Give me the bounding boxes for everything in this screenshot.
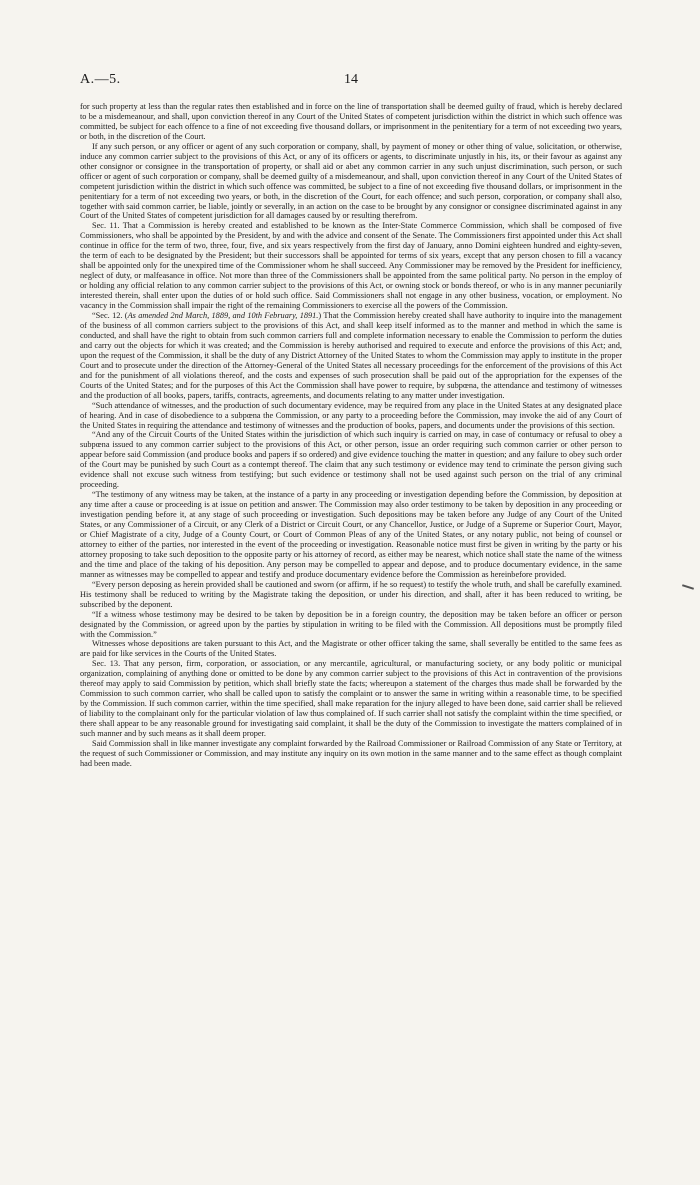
paragraph: [80, 221, 622, 311]
paragraph: [80, 430, 622, 490]
paragraph: [80, 639, 622, 659]
paragraph: [80, 659, 622, 739]
page-number: 14: [344, 72, 358, 87]
paragraph-text: ) That the Commission hereby created shall have authority to inquire into the management of the business of all common carriers subject to the provisions of this Act, and shall keep itself informed as to the manner and method in which the same is conducted, and shall have the right to obtain from such common carriers full and complete information necessary to enable the Commission to perform the duties and carry out the objects for which it was created; and the Commission is hereby authorised and required to execute and enforce the provisions of this Act; and, upon the request of the Commission, it shall be the duty of any District Attorney of the United States to whom the Commission may apply to institute in the proper Court and to prosecute under the direction of the Attorney-General of the United States all necessary proceedings for the enforcement of the provisions of this Act and for the punishment of all violations thereof, and the costs and expenses of such prosecution shall be paid out of the appropriation for the expenses of the Courts of the United States; and for the purposes of this Act the Commission shall have power to require, by subpœna, the attendance and testimony of witnesses and the production of all books, papers, tariffs, contracts, agreements, and documents relating to any matter under investigation.: [80, 311, 622, 400]
paragraph: [80, 401, 622, 431]
paragraph-text: Sec. 13. That any person, firm, corporation, or association, or any mercantile, agricultural, or manufacturing society, or any body politic or municipal organization, complaining of anything done or omitted to be done by any common carrier subject to the provisions of this Act in contravention of the provisions thereof may apply to said Commission by petition, which shall briefly state the facts; whereupon a statement of the charges thus made shall be forwarded by the Commission to such common carrier, who shall be called upon to satisfy the complaint or to answer the same in writing within a reasonable time, to be specified by the Commission. If such common carrier, within the time specified, shall make reparation for the injury alleged to have been done, said carrier shall be relieved of liability to the complainant only for the particular violation of law thus complained of. If such carrier shall not satisfy the complaint within the time specified, or there shall appear to be any reasonable ground for investigating said complaint, it shall be the duty of the Commission to investigate the matters complained of in such manner and by such means as it shall deem proper.: [80, 659, 622, 739]
margin-mark: [682, 584, 694, 590]
paragraph-text: “Such attendance of witnesses, and the production of such documentary evidence, may be required from any place in the United States at any designated place of hearing. And in case of disobedience to a subpœna the Commission, or any party to a proceeding before the Commission, may invoke the aid of any Court of the United States in requiring the attendance and testimony of witnesses and the production of books, papers, and documents under the provisions of this section.: [80, 400, 622, 430]
paragraph-text: “Every person deposing as herein provided shall be cautioned and sworn (or affirm, if he so request) to testify the whole truth, and shall be carefully examined. His testimony shall be reduced to writing by the Magistrate taking the deposition, or under his direction, and shall, after it has been reduced to writing, be subscribed by the deponent.: [80, 579, 622, 609]
paragraph: [80, 311, 622, 401]
paragraph-text: Witnesses whose depositions are taken pursuant to this Act, and the Magistrate or other officer taking the same, shall severally be entitled to the same fees as are paid for like services in the Courts of the United States.: [80, 639, 622, 659]
paragraph-text: If any such person, or any officer or agent of any such corporation or company, shall, by payment of money or other thing of value, solicitation, or otherwise, induce any common carrier subject to the provisions of this Act, or any of its officers or agents, to discriminate unjustly in his, its, or their favour as against any other consignor or consignee in the transportation of property, or shall aid or abet any common carrier in any such unjust discrimination, such person, or such officer or agent of such corporation or company, shall be deemed guilty of a misdemeanour, and shall, upon conviction thereof in any Court of the United States of competent jurisdiction within the district in which such offence was committed, be subject to a fine of not exceeding five thousand dollars, or imprisonment in the penitentiary for a term of not exceeding two years, or both, in the discretion of the Court, for each offence; and such person, corporation, or company shall also, together with said common carrier, be liable, jointly or severally, in an action on the case to be brought by any consignor or consignee discriminated against in any Court of the United States of competent jurisdiction for all damages caused by or resulting therefrom.: [80, 141, 622, 221]
paragraph-text: Sec. 11. That a Commission is hereby created and established to be known as the Inter-State Commerce Commission, which shall be composed of five Commissioners, who shall be appointed by the President, by and with the advice and consent of the Senate. The Commissioners first appointed under this Act shall continue in office for the term of two, three, four, five, and six years respectively from the first day of January, anno Domini eighteen hundred and eighty-seven, the term of each to be designated by the President; but their successors shall be appointed for terms of six years, except that any person chosen to fill a vacancy shall be appointed only for the unexpired time of the Commissioner whom he shall succeed. Any Commissioner may be removed by the President for inefficiency, neglect of duty, or malfeasance in office. Not more than three of the Commissioners shall be appointed from the same political party. No person in the employ of or holding any official relation to any common carrier subject to the provisions of this Act, or owning stock or bonds thereof, or who is in any manner pecuniarily interested therein, shall enter upon the duties of or hold such office. Said Commissioners shall not engage in any other business, vocation, or employment. No vacancy in the Commission shall impair the right of the remaining Commissioners to exercise all the powers of the Commission.: [80, 221, 622, 311]
paragraph-text: for such property at less than the regular rates then established and in force on the line of transportation shall be deemed guilty of fraud, which is hereby declared to be a misdemeanour, and shall, upon conviction thereof in any Court of the United States of competent jurisdiction within the district in which such offence was committed, be subject for each offence to a fine of not exceeding five thousand dollars, or imprisonment in the penitentiary for a term of not exceeding two years, or both, in the discretion of the Court.: [80, 102, 622, 141]
paragraph-text: “If a witness whose testimony may be desired to be taken by deposition be in a foreign country, the deposition may be taken before an officer or person designated by the Commission, or agreed upon by the parties by stipulation in writing to be filed with the Commission. All depositions must be promptly filed with the Commission.”: [80, 609, 622, 639]
paragraph-text: “And any of the Circuit Courts of the United States within the jurisdiction of which such inquiry is carried on may, in case of contumacy or refusal to obey a subpœna issued to any common carrier subject to the provisions of this Act, or other person, issue an order requiring such common carrier or other person to appear before said Commission (and produce books and papers if so ordered) and give evidence touching the matter in question; and any failure to obey such order of the Court may be punished by such Court as a contempt thereof. The claim that any such testimony or evidence may tend to criminate the person giving such evidence shall not excuse such witness from testifying; but such evidence or testimony shall not be used against such person on the trial of any criminal proceeding.: [80, 430, 622, 490]
paragraph: [80, 142, 622, 222]
amendment-note: As amended 2nd March, 1889, and 10th February, 1891.: [127, 311, 319, 321]
paragraph: [80, 102, 622, 142]
paragraph: [80, 739, 622, 769]
paragraph: [80, 610, 622, 640]
paragraph-text: Said Commission shall in like manner investigate any complaint forwarded by the Railroad Commissioner or Railroad Commission of any State or Territory, at the request of such Commissioner or Commission, and may institute any inquiry on its own motion in the same manner and to the same effect as though complaint had been made.: [80, 739, 622, 768]
paragraph-text: “The testimony of any witness may be taken, at the instance of a party in any proceeding or investigation depending before the Commission, by deposition at any time after a cause or proceeding is at issue on petition and answer. The Commission may also order testimony to be taken by deposition in any proceeding or investigation pending before it, at any stage of such proceeding or investigation. Such depositions may be taken before any Judge of any Court of the United States, or any Commissioner of a Circuit, or any Clerk of a District or Circuit Court, or any Chancellor, Justice, or Judge of a Supreme or Superior Court, Mayor, or Chief Magistrate of a city, Judge of a County Court, or Court of Common Pleas of any of the United States, or any notary public, not being of counsel or attorney to either of the parties, nor interested in the event of the proceeding or investigation. Reasonable notice must first be given in writing by the party or his attorney proposing to take such deposition to the opposite party or his attorney of record, as either may be nearest, which notice shall state the name of the witness and the time and place of the taking of his deposition. Any person may be compelled to appear and depose, and to produce documentary evidence, in the same manner as witnesses may be compelled to appear and testify and produce documentary evidence before the Commission as hereinbefore provided.: [80, 490, 622, 579]
paragraph: [80, 490, 622, 580]
paragraph: [80, 580, 622, 610]
body-text: [80, 102, 622, 769]
paragraph-text: “Sec. 12. (: [92, 311, 128, 321]
page-header: [80, 72, 622, 92]
document-reference: A.—5.: [80, 72, 121, 87]
